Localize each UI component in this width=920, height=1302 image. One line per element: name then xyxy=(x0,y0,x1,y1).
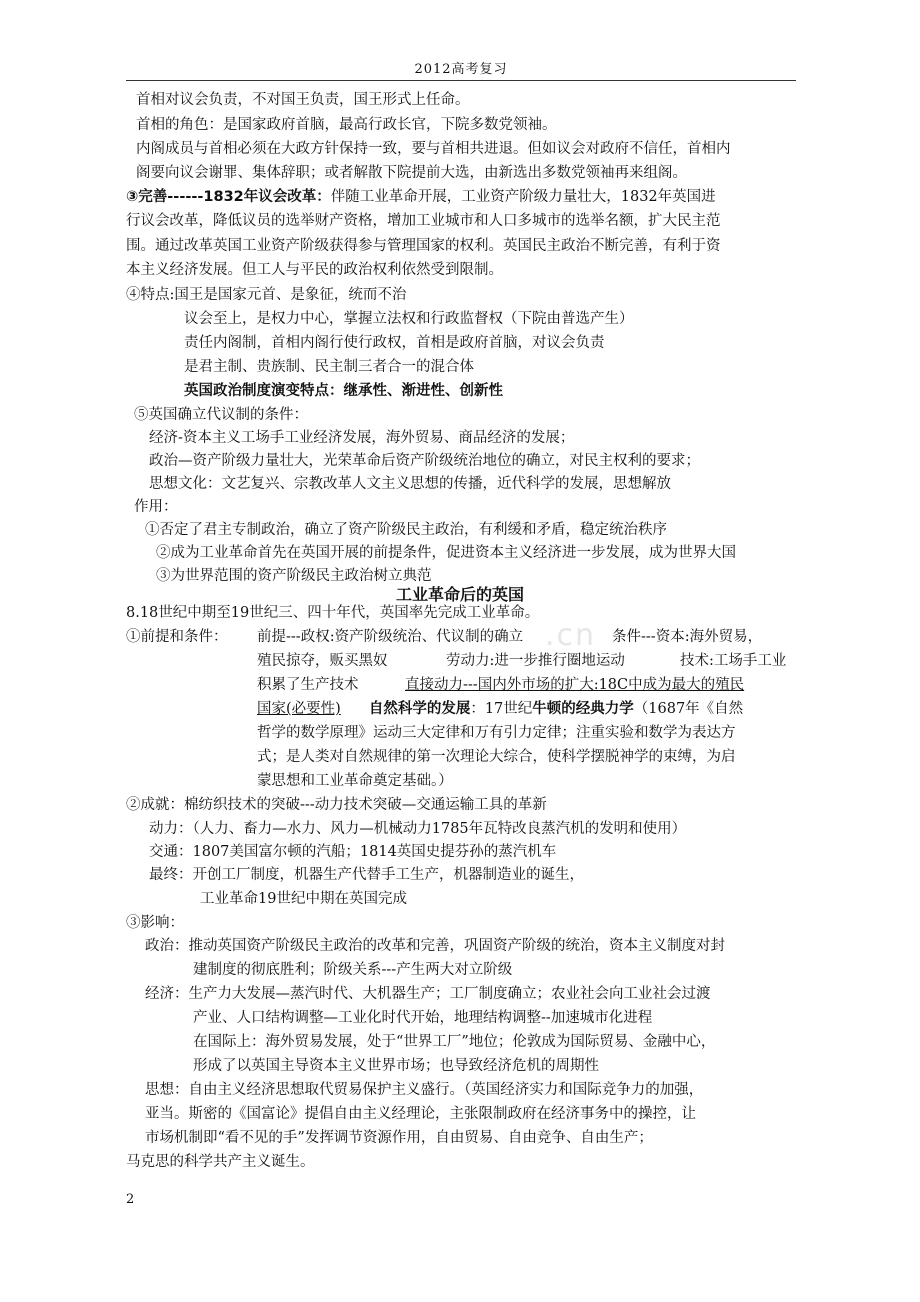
text-line: 首相对议会负责，不对国王负责，国王形式上任命。 xyxy=(136,92,470,108)
text-line: 动力：（人力、畜力—水力、风力—机械动力1785年瓦特改良蒸汽机的发明和使用） xyxy=(149,821,687,837)
underlined-text: 直接动力---国内外市场的扩大:18C中成为最大的殖民 xyxy=(405,677,745,693)
section-title: 工业革命后的英国 xyxy=(395,585,524,604)
text-line: 形成了以英国主导资本主义世界市场；也导致经济危机的周期性 xyxy=(193,1058,599,1074)
text-line: 最终：开创工厂制度，机器生产代替手工生产，机器制造业的诞生， xyxy=(149,867,584,883)
text-line: 交通：1807美国富尔顿的汽船；1814英国史提芬孙的蒸汽机车 xyxy=(149,844,557,860)
text-line: 哲学的数学原理》运动三大定律和万有引力定律；注重实验和数学为表达方 xyxy=(257,725,736,741)
bold-text: 牛顿的经典力学 xyxy=(532,701,634,717)
text-span: 技术:工场手工业 xyxy=(680,653,787,669)
text-line: 在国际上：海外贸易发展，处于“世界工厂”地位；伦敦成为国际贸易、金融中心， xyxy=(193,1034,716,1050)
bold-heading: ③完善------1832年议会改革： xyxy=(126,189,331,205)
text-line: 蒙思想和工业革命奠定基础。） xyxy=(257,773,453,789)
text-line: 工业革命19世纪中期在英国完成 xyxy=(200,891,407,907)
text-span: ①前提和条件： xyxy=(126,629,228,645)
watermark: .cn xyxy=(545,618,597,653)
text-line: 经济-资本主义工场手工业经济发展，海外贸易、商品经济的发展； xyxy=(149,430,575,446)
text-line: ③为世界范围的资产阶级民主政治树立典范 xyxy=(156,568,432,584)
text-line: 议会至上，是权力中心，掌握立法权和行政监督权（下院由普选产生） xyxy=(184,311,634,327)
text-line: 内阁成员与首相必须在大政方针保持一致，要与首相共进退。但如议会对政府不信任，首相内 xyxy=(136,141,731,157)
text-line: 政治：推动英国资产阶级民主政治的改革和完善，巩固资产阶级的统治，资本主义制度对封 xyxy=(145,938,725,954)
text-line: 围。通过改革英国工业资产阶级获得参与管理国家的权利。英国民主政治不断完善，有利于资 xyxy=(126,238,721,254)
page-header: 2012高考复习 xyxy=(414,62,508,77)
text-span: （1687年《自然 xyxy=(633,701,744,717)
text-line: 亚当。斯密的《国富论》提倡自由主义经理论，主张限制政府在经济事务中的操控，让 xyxy=(145,1106,696,1122)
text-span: 条件---资本:海外贸易， xyxy=(612,629,763,645)
text-line: ②成为工业革命首先在英国开展的前提条件，促进资本主义经济进一步发展，成为世界大国 xyxy=(156,545,736,561)
page-number: 2 xyxy=(126,1192,135,1207)
text-line: 马克思的科学共产主义诞生。 xyxy=(126,1154,315,1170)
text-line: 思想：自由主义经济思想取代贸易保护主义盛行。（英国经济实力和国际竞争力的加强， xyxy=(145,1082,704,1098)
bold-heading: 英国政治制度演变特点：继承性、渐进性、创新性 xyxy=(184,383,503,399)
text-line: 市场机制即“看不见的手”发挥调节资源作用，自由贸易、自由竞争、自由生产； xyxy=(145,1130,653,1146)
text-line: ⑤英国确立代议制的条件： xyxy=(134,407,308,423)
bold-text: 自然科学的发展 xyxy=(368,701,471,717)
text-line: 本主义经济发展。但工人与平民的政治权利依然受到限制。 xyxy=(126,262,503,278)
text-line: ④特点:国王是国家元首、是象征，统而不治 xyxy=(126,287,407,303)
text-line: 责任内阁制，首相内阁行使行政权，首相是政府首脑，对议会负责 xyxy=(184,335,605,351)
text-line: 是君主制、贵族制、民主制三者合一的混合体 xyxy=(184,359,474,375)
text-line: 思想文化：文艺复兴、宗教改革人文主义思想的传播，近代科学的发展，思想解放 xyxy=(149,476,671,492)
text-line: ②成就：棉纺织技术的突破---动力技术突破—交通运输工具的革新 xyxy=(126,797,547,813)
text-line xyxy=(257,699,743,719)
text-line xyxy=(126,187,716,207)
text-line: ③影响： xyxy=(126,915,184,931)
underlined-text: 国家(必要性) xyxy=(257,701,341,717)
text-line: 作用： xyxy=(134,499,178,515)
text-line: 经济：生产力大发展—蒸汽时代、大机器生产；工厂制度确立；农业社会向工业社会过渡 xyxy=(145,986,711,1002)
text-span: 殖民掠夺，贩买黑奴 xyxy=(257,653,388,669)
text-line: ①否定了君主专制政治，确立了资产阶级民主政治，有利缓和矛盾，稳定统治秩序 xyxy=(145,522,667,538)
text-line: 首相的角色：是国家政府首脑，最高行政长官，下院多数党领袖。 xyxy=(136,117,557,133)
text-line: 8.18世纪中期至19世纪三、四十年代，英国率先完成工业革命。 xyxy=(126,605,540,621)
text-span: 前提---政权:资产阶级统治、代议制的确立 xyxy=(257,629,524,645)
text-span: 伴随工业革命开展，工业资产阶级力量壮大，1832年英国进 xyxy=(330,189,716,205)
text-line: 政治—资产阶级力量壮大，光荣革命后资产阶级统治地位的确立，对民主权利的要求； xyxy=(149,453,700,469)
text-line: 行议会改革，降低议员的选举财产资格，增加工业城市和人口多城市的选举名额，扩大民主范 xyxy=(126,213,721,229)
text-line: 建制度的彻底胜利；阶级关系---产生两大对立阶级 xyxy=(193,962,513,978)
header-rule xyxy=(126,80,796,81)
text-line: 产业、人口结构调整—工业化时代开始，地理结构调整--加速城市化进程 xyxy=(193,1010,653,1026)
text-span: 积累了生产技术 xyxy=(257,677,359,693)
text-span: 劳动力:进一步推行圈地运动 xyxy=(446,653,625,669)
text-line: 式；是人类对自然规律的第一次理论大综合，使科学摆脱神学的束缚，为启 xyxy=(257,749,736,765)
text-span: ：17世纪 xyxy=(470,701,533,717)
text-line: 阁要向议会谢罪、集体辞职；或者解散下院提前大选，由新选出多数党领袖再来组阁。 xyxy=(136,165,687,181)
